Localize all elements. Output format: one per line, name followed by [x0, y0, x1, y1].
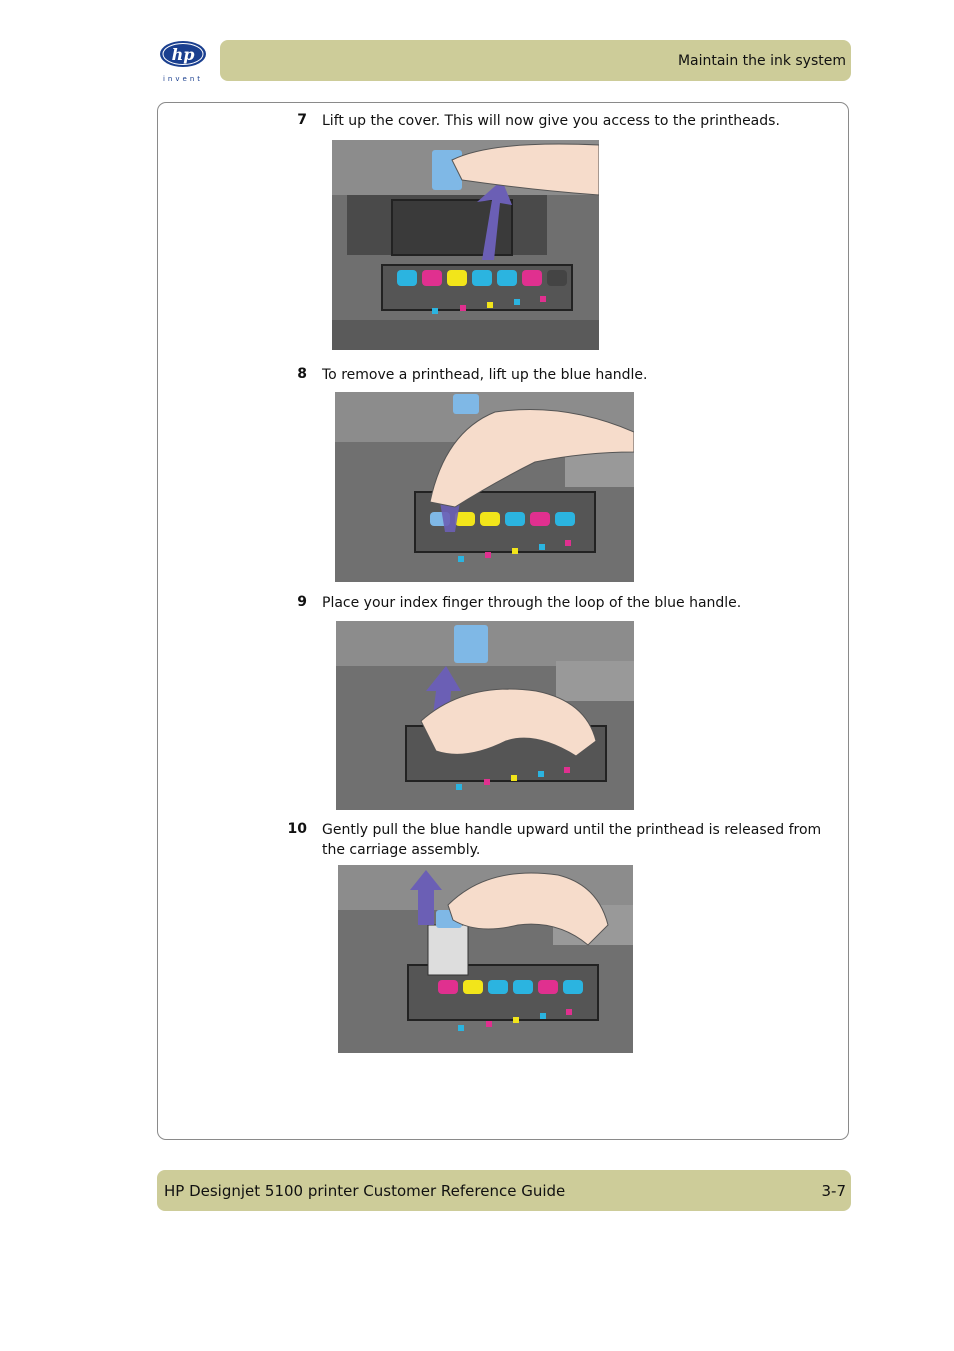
- step-text: Place your index finger through the loop of the blue handle.: [322, 595, 742, 611]
- footer-bar: [157, 1170, 851, 1211]
- guide-title: HP Designjet 5100 printer Customer Reference Guide: [164, 1182, 566, 1200]
- header-bar: [220, 40, 851, 81]
- step-number: 8: [297, 366, 307, 382]
- svg-text:invent: invent: [162, 75, 204, 83]
- blue-handle-lift-illustration: [335, 392, 634, 582]
- printer-cover-lift-illustration: [332, 140, 599, 350]
- step-text: Gently pull the blue handle upward until the printhead is released from the carriage assembly.: [322, 822, 822, 858]
- step-number: 9: [297, 594, 307, 610]
- svg-text:hp: hp: [171, 45, 195, 64]
- page-number: 3-7: [821, 1182, 846, 1200]
- step-number: 7: [297, 112, 307, 128]
- hp-invent-logo: [157, 40, 209, 84]
- step-text: Lift up the cover. This will now give you access to the printheads.: [322, 113, 780, 129]
- step-text: To remove a printhead, lift up the blue handle.: [322, 367, 648, 383]
- step-number: 10: [287, 821, 307, 837]
- finger-through-loop-illustration: [336, 621, 634, 810]
- section-title: Maintain the ink system: [677, 53, 846, 69]
- printhead-release-illustration: [338, 865, 633, 1053]
